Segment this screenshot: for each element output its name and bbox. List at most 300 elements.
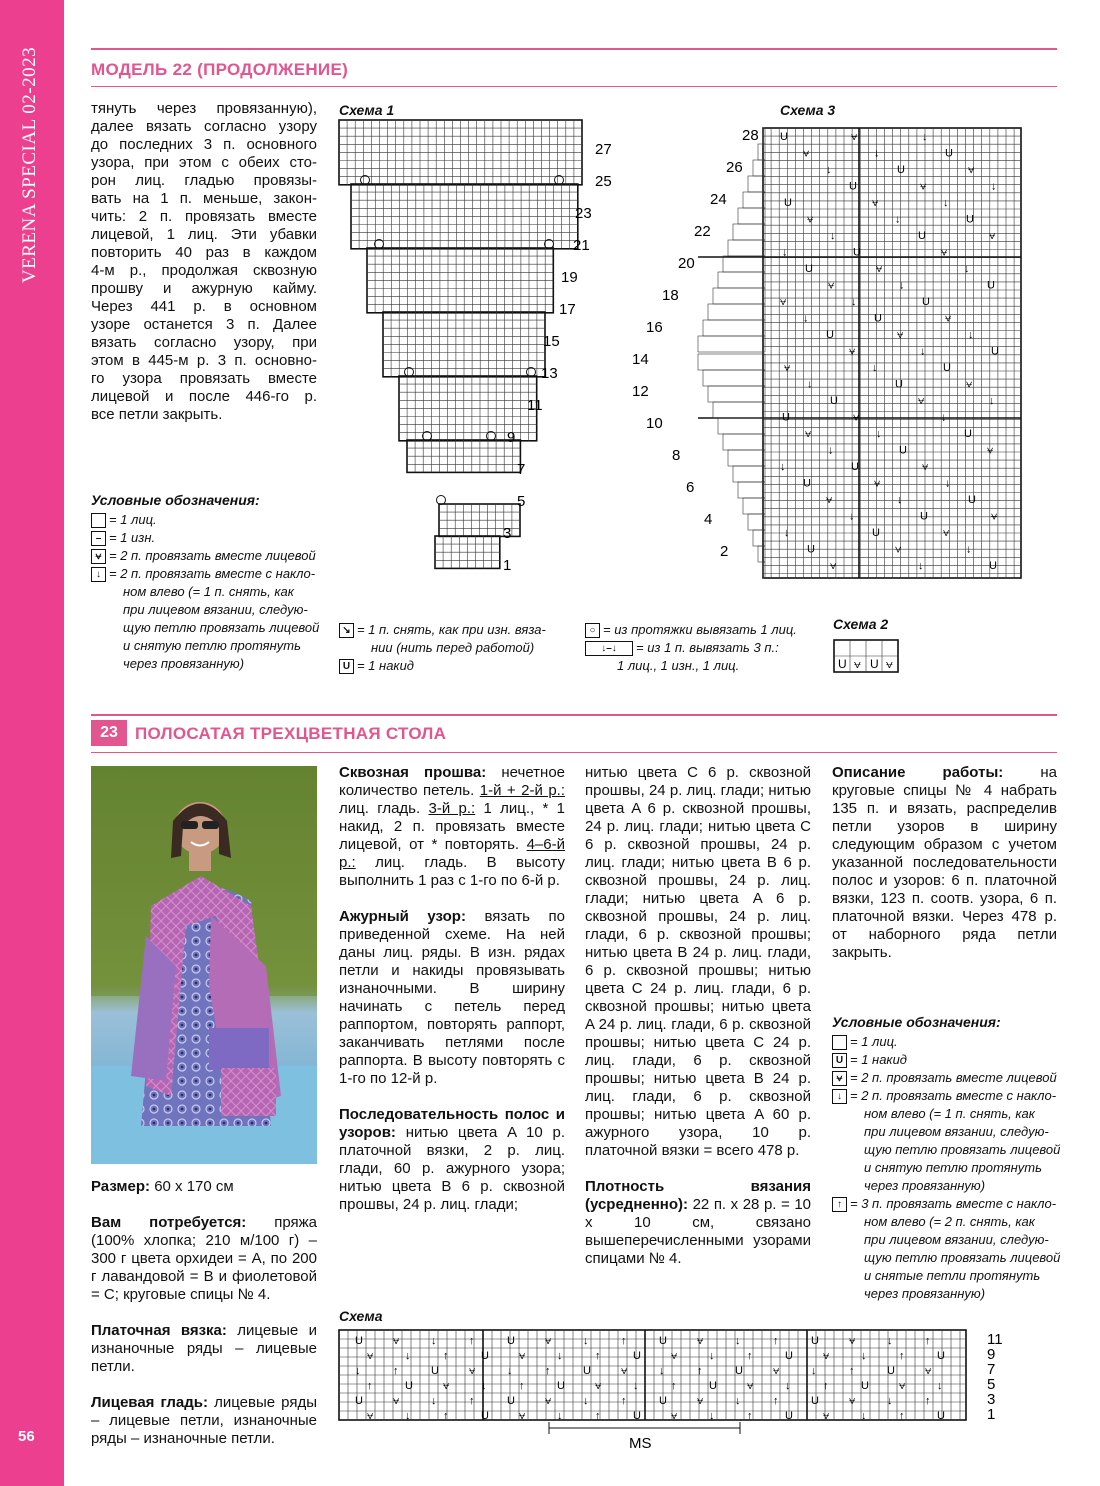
model23-scheme-symbol: ↓: [785, 1380, 791, 1392]
scheme3-symbol: U: [987, 279, 995, 292]
model23-scheme-symbol: U: [659, 1395, 667, 1407]
scheme3-symbol: ↓: [964, 263, 970, 275]
legend-row: [832, 1249, 1062, 1267]
scheme1-row-label: 25: [595, 173, 612, 190]
scheme3-step: [698, 354, 765, 370]
scheme3-symbol: ⩝: [945, 312, 952, 325]
model23-scheme-symbol: ↑: [595, 1410, 601, 1422]
scheme3-symbol: ⩝: [895, 543, 902, 556]
header-rule-4: [91, 752, 1057, 753]
model23-scheme-symbol: ↓: [583, 1335, 589, 1347]
model23-scheme-symbol: ⩝: [367, 1350, 374, 1362]
legend-row: [832, 1033, 1062, 1051]
scheme3-row-label: 18: [662, 287, 679, 304]
openwork-rows-1-2: 1-й + 2-й р.:: [479, 782, 565, 799]
legend-row: [91, 619, 331, 637]
legend-row: [91, 547, 331, 565]
model23-legend: [832, 1033, 1062, 1303]
three-from-one-icon: ↓–↓: [585, 641, 633, 656]
legend-row: [91, 529, 331, 547]
legend-row: [832, 1051, 1062, 1069]
legend-row: [832, 1231, 1062, 1249]
scheme3-symbol: ↓: [826, 164, 832, 176]
scheme3-symbol: U: [874, 312, 882, 325]
model23-scheme-symbol: ⩝: [393, 1395, 400, 1407]
scheme3-symbol: ↓: [943, 197, 949, 209]
scheme1-row-label: 3: [503, 525, 512, 542]
scheme3-symbol: ↓: [872, 362, 878, 374]
model23-scheme-symbol: ↓: [557, 1350, 563, 1362]
model23-scheme-symbol: ↑: [925, 1335, 931, 1347]
model23-scheme-row-label: 3: [987, 1391, 996, 1408]
model22-text-line: прошву и ажурную кайму.: [91, 280, 317, 297]
scheme3-step: [728, 240, 765, 256]
model23-scheme-symbol: U: [811, 1395, 819, 1407]
scheme3-symbol: ⩝: [784, 362, 791, 374]
page-number: 56: [18, 1428, 35, 1445]
model22-legend-title: Условные обозначения:: [91, 492, 260, 508]
model23-title: ПОЛОСАТАЯ ТРЕХЦВЕТНАЯ СТОЛА: [135, 724, 447, 743]
header-rule-3: [91, 714, 1057, 716]
model23-scheme-symbol: ↑: [519, 1380, 525, 1392]
scheme3-symbol: ⩝: [851, 131, 858, 143]
model22-text-line: тянуть через провязанную),: [91, 100, 317, 117]
scheme3-row-label: 10: [646, 415, 663, 432]
model23-scheme-symbol: ↑: [747, 1410, 753, 1422]
legend-text: = 1 изн.: [109, 530, 156, 545]
model23-scheme-symbol: ⩝: [545, 1335, 552, 1347]
scheme3-symbol: ⩝: [922, 461, 929, 473]
scheme3-row-label: 2: [720, 543, 729, 560]
scheme1-row-label: 21: [573, 237, 590, 254]
scheme3-symbol: ↓: [780, 461, 786, 473]
circle-icon: ○: [585, 623, 600, 638]
scheme3-symbol: ⩝: [991, 510, 998, 523]
model22-text-line: Через 441 р. в основном: [91, 298, 317, 315]
scheme3-symbol: ⩝: [874, 477, 881, 490]
model23-scheme-symbol: ↑: [849, 1365, 855, 1377]
model23-scheme-symbol: U: [405, 1380, 413, 1392]
scheme3-symbol: U: [964, 428, 972, 440]
model23-scheme-symbol: U: [355, 1335, 363, 1347]
model23-scheme-symbol: ↓: [633, 1380, 639, 1392]
scheme3-symbol: ↓: [991, 180, 997, 193]
scheme1-row-label: 19: [561, 269, 578, 286]
model23-scheme-symbol: ⩝: [367, 1410, 374, 1422]
legend-row: [91, 601, 331, 619]
legend-row: [832, 1123, 1062, 1141]
scheme3-symbol: U: [895, 378, 903, 391]
scheme3-symbol: U: [826, 329, 834, 341]
legend-text: = 2 п. провязать вместе лицевой: [850, 1070, 1057, 1085]
scheme3-symbol: ↓: [828, 444, 834, 457]
model23-column-3: [585, 764, 811, 1286]
scheme3-row-label: 4: [704, 511, 713, 528]
legend-row: [91, 655, 331, 673]
scheme2-chart: [832, 638, 902, 674]
model23-scheme-symbol: ↑: [393, 1365, 399, 1377]
model23-scheme-symbol: U: [785, 1350, 793, 1362]
scheme3-symbol: ⩝: [828, 279, 835, 292]
model23-scheme-symbol: U: [481, 1410, 489, 1422]
scheme3-symbol: ↓: [782, 246, 788, 259]
model23-scheme-symbol: ↓: [481, 1380, 487, 1392]
scheme2-cell: ⩝: [886, 657, 893, 671]
garter-label: Платочная вязка:: [91, 1322, 227, 1339]
legend-row: [585, 639, 815, 657]
scheme3-step: [738, 208, 765, 224]
scheme3-row-label: 20: [678, 255, 695, 272]
repeat-label: MS: [629, 1435, 652, 1452]
model23-scheme-symbol: ⩝: [443, 1380, 450, 1392]
model22-text-line: повторить 40 раз в каждом: [91, 244, 317, 261]
slip-icon: ↘: [339, 623, 354, 638]
openwork-text-1: нечетное количество петель.: [339, 764, 566, 799]
scheme3-symbol: U: [805, 263, 813, 275]
scheme3-symbol: U: [830, 395, 838, 407]
model23-scheme-symbol: ↓: [861, 1410, 867, 1422]
scheme3-step: [743, 192, 765, 208]
model23-column-1: [91, 1178, 317, 1448]
scheme3-grid: [763, 128, 1021, 578]
scheme3-step: [723, 434, 765, 450]
scheme3-row-label: 26: [726, 159, 743, 176]
scheme3-symbol: U: [989, 560, 997, 572]
magazine-brand: VERENA SPECIAL 02-2023: [19, 46, 40, 284]
scheme3-symbol: ↓: [899, 279, 905, 292]
scheme1-row-label: 1: [503, 557, 512, 574]
scheme3-label: Схема 3: [780, 102, 836, 118]
model23-scheme-label: Схема: [339, 1308, 383, 1324]
scheme2-cell: U: [838, 657, 847, 671]
model22-title: МОДЕЛЬ 22 (ПРОДОЛЖЕНИЕ): [91, 60, 349, 79]
model23-scheme-symbol: U: [811, 1335, 819, 1347]
model23-scheme-symbol: ↑: [773, 1335, 779, 1347]
model23-scheme-symbol: ↑: [545, 1365, 551, 1377]
work-label: Описание работы:: [832, 764, 1004, 781]
model23-scheme-symbol: ↑: [367, 1380, 373, 1392]
gauge-text: 22 п. x 28 р. = 10 x 10 см, связано вышеперечисленными узорами спицами № 4.: [585, 1196, 811, 1267]
scheme3-step: [703, 370, 765, 386]
legend-row: [91, 511, 331, 529]
model23-scheme-symbol: ⩝: [671, 1410, 678, 1422]
model23-scheme-symbol: ↑: [469, 1335, 475, 1347]
scheme2-label: Схема 2: [833, 616, 889, 632]
scheme1-row-label: 9: [507, 429, 516, 446]
scheme1-row-label: 17: [559, 301, 576, 318]
model23-scheme-symbol: ↓: [887, 1395, 893, 1407]
k2tog-icon: ⩝: [832, 1071, 847, 1086]
scheme3-symbol: U: [853, 246, 861, 259]
openwork-text-2: лиц. гладь.: [339, 800, 421, 817]
model23-scheme-symbol: ⩝: [697, 1335, 704, 1347]
scheme3-symbol: ⩝: [987, 444, 994, 457]
model23-scheme-symbol: ↑: [621, 1395, 627, 1407]
model23-scheme-symbol: ⩝: [469, 1365, 476, 1377]
model23-scheme-symbol: ↓: [861, 1350, 867, 1362]
scheme1-row-label: 13: [541, 365, 558, 382]
scheme3-symbol: ↓: [874, 147, 880, 160]
scheme3-row-label: 6: [686, 479, 695, 496]
legend-text: = из протяжки вывязать 1 лиц.: [603, 622, 797, 637]
legend-text: ном влево (= 1 п. снять, как: [123, 584, 294, 599]
scheme3-symbol: U: [966, 213, 974, 226]
legend-text: = 1 лиц.: [109, 512, 157, 527]
scheme3-symbol: ⩝: [989, 230, 996, 242]
scheme3-symbol: ⩝: [941, 246, 948, 259]
legend-text: = 2 п. провязать вместе лицевой: [109, 548, 316, 563]
model23-scheme-symbol: ⩝: [697, 1395, 704, 1407]
scheme3-symbol: U: [922, 296, 930, 308]
model23-scheme-symbol: ↓: [709, 1350, 715, 1362]
legend-row: [339, 639, 569, 657]
scheme1-row-label: 11: [527, 397, 543, 414]
scheme3-symbol: ⩝: [968, 164, 975, 176]
model23-scheme-symbol: U: [633, 1410, 641, 1422]
model23-scheme-symbol: U: [887, 1365, 895, 1377]
model23-scheme-symbol: ↑: [443, 1350, 449, 1362]
model23-column-2: [339, 764, 565, 1232]
scheme3-symbol: U: [968, 494, 976, 506]
scheme3-step: [708, 304, 765, 320]
scheme3-row-label: 14: [632, 351, 649, 368]
legend-text: = 2 п. провязать вместе с накло-: [850, 1088, 1057, 1103]
openwork-text-3: 1 лиц., * 1 накид, 2 п. провязать вместе лицевой, от * повторять.: [339, 800, 565, 853]
scheme3-symbol: U: [782, 411, 790, 424]
legend-row: [832, 1069, 1062, 1087]
work-text: на круговые спицы № 4 набрать 135 п. и вязать, распределив петли узоров в ширину следующим образом с учетом указанной последовательности полос и узоров: 6 п. платочной вязки, 123 п. соотв. узора, 6 п. платочной вязки. Через 478 р. от наборного ряда петли закрыть.: [832, 764, 1057, 961]
scheme3-symbol: ↓: [803, 312, 809, 325]
legend-text: при лицевом вязании, следую-: [864, 1124, 1049, 1139]
scheme2-cell: U: [870, 657, 879, 671]
gauge-label: Плотность вязания (усредненно):: [585, 1178, 811, 1213]
scheme3-symbol: U: [991, 345, 999, 358]
model23-scheme-symbol: ↓: [405, 1350, 411, 1362]
legend-text: через провязанную): [864, 1178, 986, 1193]
legend-row: [832, 1285, 1062, 1303]
model23-scheme-symbol: U: [507, 1395, 515, 1407]
model23-scheme-symbol: ↑: [823, 1380, 829, 1392]
scheme3-symbol: ⩝: [780, 296, 787, 308]
legend-row: [832, 1105, 1062, 1123]
model22-text-line: узоре останется 3 п. Далее: [91, 316, 317, 333]
model23-scheme-symbol: ↓: [735, 1395, 741, 1407]
model23-number-badge: 23: [91, 720, 127, 746]
model-photo: [91, 766, 317, 1164]
openwork-text-4: лиц. гладь. В высоту выполнить 1 раз с 1-го по 6-й р.: [339, 854, 565, 889]
model22-text-line: лицевой, 1 лиц. Эти убавки: [91, 226, 317, 243]
model23-scheme-symbol: ⩝: [519, 1410, 526, 1422]
knit-icon: [832, 1035, 847, 1050]
purl-icon: –: [91, 531, 106, 546]
scheme3-symbol: ⩝: [803, 147, 810, 160]
model23-scheme-symbol: ↓: [405, 1410, 411, 1422]
legend-text: = 1 накид: [850, 1052, 907, 1067]
scheme3-symbol: U: [945, 147, 953, 160]
openwork-row-3: 3-й р.:: [428, 800, 476, 817]
model23-scheme-symbol: ⩝: [773, 1365, 780, 1377]
model22-text-line: все петли закрыть.: [91, 406, 223, 423]
legend-text: ном влево (= 1 п. снять, как: [864, 1106, 1035, 1121]
scheme3-step: [763, 562, 765, 578]
scheme3-row-label: 8: [672, 447, 681, 464]
model23-scheme-symbol: ↑: [899, 1410, 905, 1422]
legend-text: = из 1 п. вывязать 3 п.:: [636, 640, 779, 655]
model23-scheme-symbol: ↓: [355, 1365, 361, 1377]
legend-row: [832, 1195, 1062, 1213]
scheme3-step: [728, 450, 765, 466]
scheme3-symbol: ⩝: [943, 527, 950, 539]
model22-legend-3: [585, 621, 815, 675]
model22-text-line: чить: 2 п. провязать вместе: [91, 208, 317, 225]
scheme3-step: [723, 256, 765, 272]
scheme3-symbol: U: [851, 461, 859, 473]
model23-scheme-symbol: ↑: [595, 1350, 601, 1362]
model23-scheme-symbol: ⩝: [621, 1365, 628, 1377]
scheme3-symbol: ↓: [918, 560, 924, 572]
scheme3-symbol: ⩝: [897, 329, 904, 341]
model22-text: [91, 100, 317, 424]
model23-scheme-symbol: ↑: [697, 1365, 703, 1377]
scheme1-row-label: 5: [517, 493, 526, 510]
openwork-rows-4-6: 4–6-й р.:: [339, 836, 565, 871]
scheme3-symbol: ↓: [920, 345, 926, 358]
scheme3-symbol: ↓: [968, 329, 974, 341]
legend-text: нии (нить перед работой): [371, 640, 535, 655]
legend-row: [339, 657, 569, 675]
scheme3-row-label: 28: [742, 127, 759, 144]
scheme3-row-label: 16: [646, 319, 663, 336]
model23-scheme-symbol: ↓: [811, 1365, 817, 1377]
model23-scheme-symbol: ↓: [735, 1335, 741, 1347]
model23-scheme-symbol: ⩝: [925, 1365, 932, 1377]
legend-text: и снятую петлю протянуть: [864, 1160, 1042, 1175]
scheme3-step: [758, 546, 765, 562]
legend-text: щую петлю провязать лицевой: [864, 1142, 1061, 1157]
model23-scheme-symbol: ⩝: [899, 1380, 906, 1392]
legend-text: 1 лиц., 1 изн., 1 лиц.: [617, 658, 740, 673]
ssk-icon: ↓: [91, 567, 106, 582]
legend-text: = 2 п. провязать вместе с накло-: [109, 566, 316, 581]
model23-scheme-symbol: ↓: [507, 1365, 513, 1377]
legend-row: [832, 1087, 1062, 1105]
scheme3-symbol: U: [849, 180, 857, 193]
legend-text: щую петлю провязать лицевой: [864, 1250, 1061, 1265]
scheme3-step: [708, 386, 765, 402]
model23-scheme-symbol: ↓: [583, 1395, 589, 1407]
scheme3-step: [703, 320, 765, 336]
scheme3-step: [743, 498, 765, 514]
scheme1-label: Схема 1: [339, 102, 395, 118]
model22-text-line: го узора провязать вместе: [91, 370, 317, 387]
scheme3-symbol: U: [803, 477, 811, 490]
scheme1-row-label: 7: [517, 461, 526, 478]
scheme3-symbol: U: [784, 197, 792, 209]
scheme3-symbol: ↓: [989, 395, 995, 407]
legend-text: = 1 п. снять, как при изн. вяза-: [357, 622, 546, 637]
sequence-label: Последовательность полос и узоров:: [339, 1106, 565, 1141]
stock-label: Лицевая гладь:: [91, 1394, 208, 1411]
scheme3-step: [713, 288, 765, 304]
model22-legend-2: [339, 621, 569, 675]
model23-scheme-symbol: ⩝: [849, 1335, 856, 1347]
scheme1-circle-mark: [437, 496, 446, 505]
model23-scheme-symbol: ↓: [431, 1395, 437, 1407]
scheme3-step: [713, 402, 765, 418]
size-value: 60 x 170 см: [154, 1178, 234, 1195]
scheme3-symbol: U: [872, 527, 880, 539]
scheme3-symbol: ⩝: [920, 180, 927, 193]
model22-text-line: вязать согласно узору, при: [91, 334, 317, 351]
model23-scheme-symbol: U: [709, 1380, 717, 1392]
model23-scheme-symbol: U: [633, 1350, 641, 1362]
needs-label: Вам потребуется:: [91, 1214, 247, 1231]
scheme3-step: [698, 336, 765, 352]
scheme3-symbol: ↓: [807, 378, 813, 391]
lace-text: вязать по приведенной схеме. На ней даны лиц. ряды. В изн. рядах петли и накиды провязывать изнаночными. В ширину начинать с петель перед раппортом, повторять раппорт, заканчивать петлями после раппорта. В высоту повторять с 1-го по 12-й р.: [339, 908, 565, 1087]
model23-scheme-symbol: U: [937, 1410, 945, 1422]
model23-scheme-row-label: 11: [987, 1331, 1003, 1348]
stock-text: лицевые ряды – лицевые петли, изнаночные ряды – изнаночные петли.: [91, 1394, 317, 1447]
model23-scheme-symbol: ⩝: [393, 1335, 400, 1347]
model22-text-line: вать на 1 п. меньше, закон-: [91, 190, 317, 207]
scheme3-symbol: U: [780, 131, 788, 143]
model23-scheme-symbol: ↓: [431, 1335, 437, 1347]
model23-scheme-symbol: ↑: [925, 1395, 931, 1407]
model23-scheme-symbol: ↑: [747, 1350, 753, 1362]
model23-scheme-row-label: 1: [987, 1406, 996, 1423]
model23-scheme-symbol: U: [659, 1335, 667, 1347]
scheme3-step: [738, 482, 765, 498]
model23-scheme-symbol: U: [481, 1350, 489, 1362]
legend-text: при лицевом вязании, следую-: [123, 602, 308, 617]
scheme2-cell: ⩝: [854, 657, 861, 671]
needs-text: пряжа (100% хлопка; 210 м/100 г) – 300 г цвета орхидеи = A, по 200 г лавандовой = B и фиолетовой = C; круговые спицы № 4.: [91, 1214, 317, 1303]
model23-scheme-symbol: ↑: [621, 1335, 627, 1347]
scheme3-chart: [620, 120, 1030, 590]
model23-scheme-symbol: ↓: [659, 1365, 665, 1377]
scheme3-symbol: ⩝: [849, 345, 856, 358]
model22-text-line: далее вязать согласно узору: [91, 118, 317, 135]
legend-row: [832, 1141, 1062, 1159]
scheme3-symbol: ⩝: [966, 378, 973, 391]
model22-text-line: 4-м р., продолжая сквозную: [91, 262, 317, 279]
sequence-text-end: нитью цвета C 6 р. сквозной прошвы, 24 р. лиц. глади; нитью цвета A 6 р. сквозной прошвы, 24 р. лиц. глади; нитью цвета C 6 р. сквозной прошвы, 24 р. лиц. глади; нитью цвета B 6 р. сквозной прошвы, 24 р. лиц. глади; нитью цвета A 6 р. сквозной прошвы, 24 р. лиц. глади, 6 р. сквозной прошвы; нитью цвета B 24 р. лиц. глади, 6 р. сквозной прошвы; нитью цвета C 24 р. лиц. глади, 6 р. сквозной прошвы; нитью цвета A 24 р. лиц. глади, 6 р. сквозной прошвы; нитью цвета C 24 р. лиц. глади, 6 р. сквозной прошвы; нитью цвета B 24 р. лиц. глади, 6 р. сквозной прошвы; нитью цвета A 60 р. ажурного узора, 10 р. платочной вязки = всего 478 р.: [585, 764, 811, 1159]
legend-text: = 1 накид: [357, 658, 414, 673]
model23-scheme-symbol: ⩝: [519, 1350, 526, 1362]
model23-scheme-symbol: ⩝: [671, 1350, 678, 1362]
model23-scheme-symbol: ↑: [469, 1395, 475, 1407]
legend-row: [832, 1177, 1062, 1195]
sequence-text-start: нитью цвета A 10 р. платочной вязки, 2 р. лиц. глади, 60 р. ажурного узора; нитью цвета B 6 р. сквозной прошвы, 24 р. лиц. глади;: [339, 1124, 565, 1213]
scheme3-symbol: ↓: [851, 296, 857, 308]
scheme3-symbol: ↓: [966, 543, 972, 556]
scheme1-chart: [335, 120, 635, 590]
model23-scheme-symbol: U: [785, 1410, 793, 1422]
model23-scheme-symbol: U: [355, 1395, 363, 1407]
scheme3-symbol: ↓: [941, 411, 947, 424]
scheme1-row-label: 23: [575, 205, 592, 222]
scheme3-step: [718, 418, 765, 434]
model22-text-line: до последних 3 п. основного: [91, 136, 317, 153]
legend-text: при лицевом вязании, следую-: [864, 1232, 1049, 1247]
legend-row: [832, 1267, 1062, 1285]
scheme3-symbol: ⩝: [853, 411, 860, 424]
model23-scheme-symbol: U: [937, 1350, 945, 1362]
scheme3-symbol: ⩝: [826, 494, 833, 506]
model23-scheme-symbol: ⩝: [823, 1350, 830, 1362]
legend-row: [585, 621, 815, 639]
